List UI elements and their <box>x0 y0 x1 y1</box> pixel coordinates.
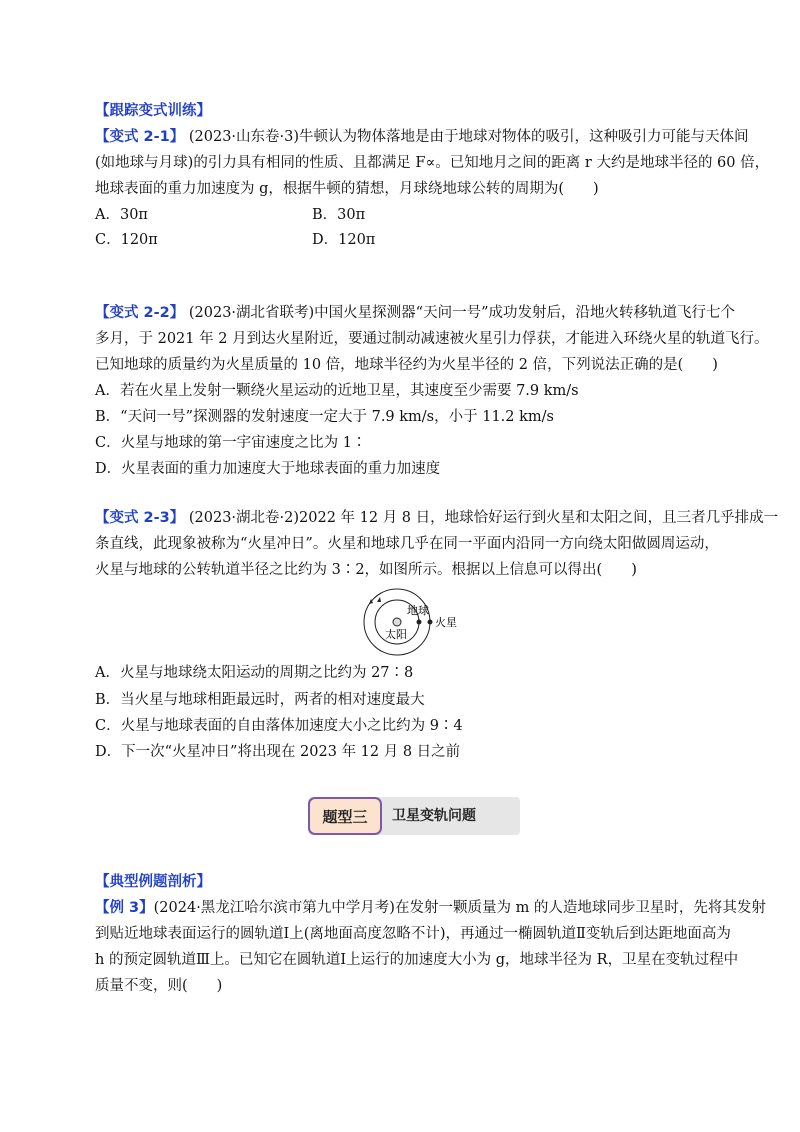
q22-option-d: D．火星表面的重力加速度大于地球表面的重力加速度 <box>95 461 441 477</box>
q23-text-1: (2023·湖北卷·2)2022 年 12 月 8 日，地球恰好运行到火星和太阳之间，且三者几乎排成一 <box>188 510 779 526</box>
ex3-line-1 <box>95 898 766 918</box>
section-banner <box>308 797 520 835</box>
mars-label: 火星 <box>435 616 457 629</box>
earth-label: 地球 <box>407 604 429 617</box>
q21-option-a: A．30π <box>95 207 148 223</box>
q23-option-d: D．下一次“火星冲日”将出现在 2023 年 12 月 8 日之前 <box>95 744 461 760</box>
banner-title: 卫星变轨问题 <box>392 808 476 824</box>
inner-orbit-arrow <box>377 597 381 602</box>
q22-option-b: B．“天问一号”探测器的发射速度一定大于 7.9 km/s，小于 11.2 km/s <box>95 409 554 425</box>
ex3-text-1: (2024·黑龙江哈尔滨市第九中学月考)在发射一颗质量为 m 的人造地球同步卫星时，先将其发射 <box>153 900 766 916</box>
q22-text-1: (2023·湖北省联考)中国火星探测器“天问一号”成功发射后，沿地火转移轨道飞行七个 <box>188 305 736 321</box>
ex3-line-3: h 的预定圆轨道Ⅲ上。已知它在圆轨道Ⅰ上运行的加速度大小为 g，地球半径为 R，卫星在变轨过程中 <box>95 952 739 968</box>
section-header-tracking: 【跟踪变式训练】 <box>95 103 211 119</box>
q21-line-1 <box>95 127 749 147</box>
ex3-tag: 【例 3】 <box>95 900 154 916</box>
q23-line-1 <box>95 508 778 528</box>
q23-line-2: 条直线，此现象被称为“火星冲日”。火星和地球几乎在同一平面内沿同一方向绕太阳做圆周运动， <box>95 536 719 552</box>
q22-option-c: C．火星与地球的第一宇宙速度之比为 1∶ <box>95 435 367 451</box>
q21-option-c: C．120π <box>95 232 158 248</box>
q21-option-b: B．30π <box>312 207 366 223</box>
q22-line-3: 已知地球的质量约为火星质量的 10 倍，地球半径约为火星半径的 2 倍，下列说法正确的是( ) <box>95 357 718 373</box>
q23-tag: 【变式 2-3】 <box>95 510 185 526</box>
q22-tag: 【变式 2-2】 <box>95 305 185 321</box>
q23-option-a: A．火星与地球绕太阳运动的周期之比约为 27∶8 <box>95 665 414 681</box>
sun-marker <box>393 618 401 626</box>
q22-line-2: 多月，于 2021 年 2 月到达火星附近，要通过制动减速被火星引力俘获，才能进入环绕火星的轨道飞行。 <box>95 331 769 347</box>
q23-line-3: 火星与地球的公转轨道半径之比约为 3∶2，如图所示。根据以上信息可以得出( ) <box>95 562 637 578</box>
sun-label: 太阳 <box>385 628 407 641</box>
q21-option-d: D．120π <box>312 232 376 248</box>
banner-tag: 题型三 <box>308 797 382 835</box>
q23-option-c: C．火星与地球表面的自由落体加速度大小之比约为 9∶4 <box>95 718 463 734</box>
q21-text-1: (2023·山东卷·3)牛顿认为物体落地是由于地球对物体的吸引，这种吸引力可能与天体间 <box>188 129 749 145</box>
q23-option-b: B．当火星与地球相距最远时，两者的相对速度最大 <box>95 692 425 708</box>
section-header-example: 【典型例题剖析】 <box>95 874 211 890</box>
mars-marker <box>428 620 433 625</box>
q21-line-2: (如地球与月球)的引力具有相同的性质、且都满足 F∝。已知地月之间的距离 r 大约是地球半径的 60 倍， <box>95 155 770 171</box>
earth-marker <box>417 620 422 625</box>
ex3-line-2: 到贴近地球表面运行的圆轨道Ⅰ上(离地面高度忽略不计)，再通过一椭圆轨道Ⅱ变轨后到达距地面高为 <box>95 926 731 942</box>
orbit-diagram <box>355 584 475 656</box>
q21-line-3: 地球表面的重力加速度为 g，根据牛顿的猜想，月球绕地球公转的周期为( ) <box>95 181 599 197</box>
ex3-line-4: 质量不变，则( ) <box>95 978 223 994</box>
q21-tag: 【变式 2-1】 <box>95 129 185 145</box>
q22-option-a: A．若在火星上发射一颗绕火星运动的近地卫星，其速度至少需要 7.9 km/s <box>95 383 579 399</box>
q22-line-1 <box>95 303 735 323</box>
